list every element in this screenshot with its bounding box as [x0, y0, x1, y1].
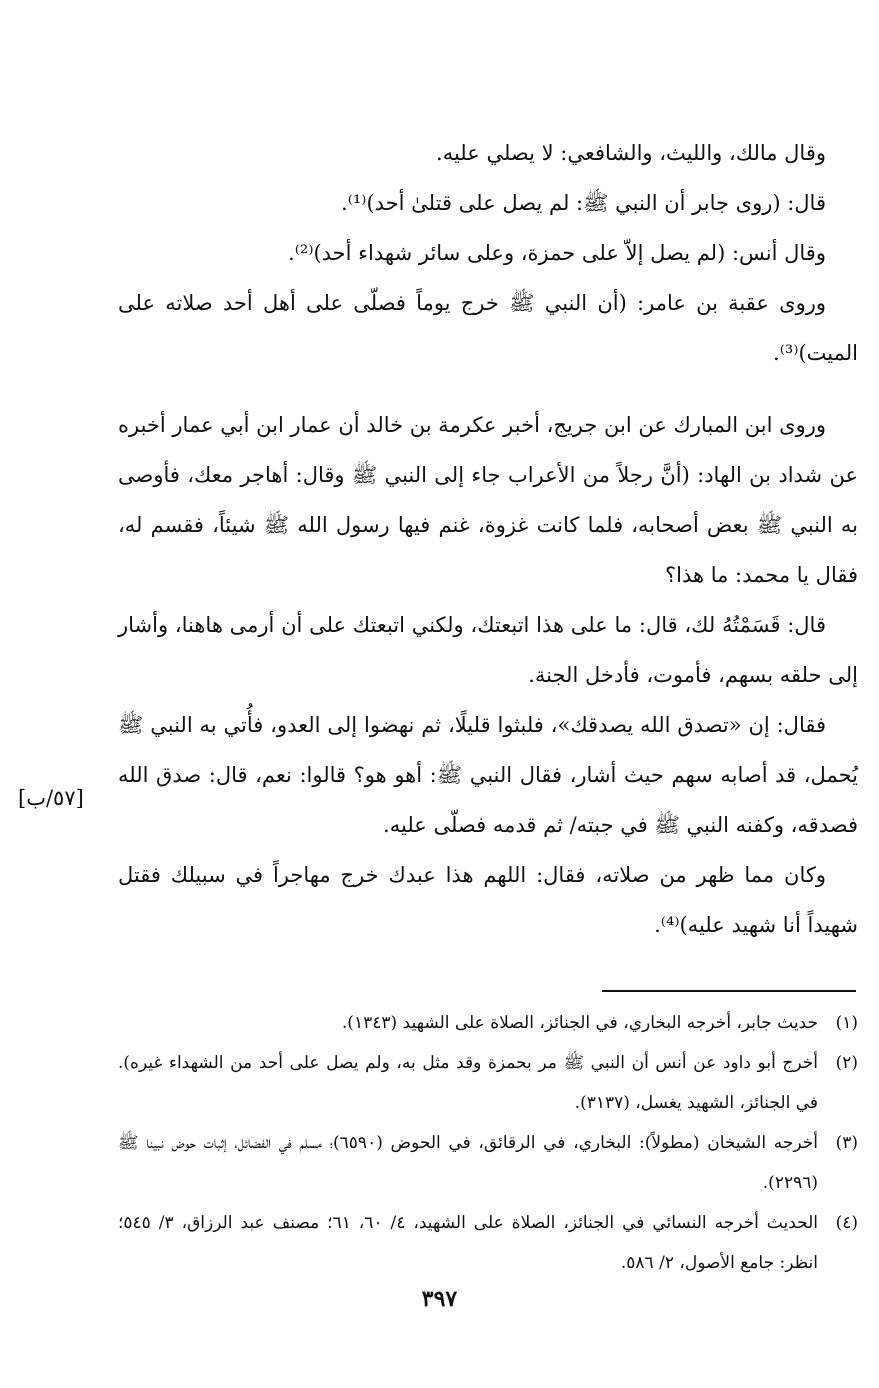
paragraph-8: وكان مما ظهر من صلاته، فقال: اللهم هذا عبدك خرج مهاجراً في سبيلك فقتل شهيداً أنا شهيد عليه)⁽⁴⁾.: [118, 863, 858, 937]
footnote-3: [118, 1123, 858, 1203]
paragraph-2: قال: (روى جابر أن النبي ﷺ: لم يصل على قتلىٰ أحد)⁽¹⁾.: [341, 191, 826, 215]
footnote-text: الحديث أخرجه النسائي في الجنائز، الصلاة على الشهيد، ٤/ ٦٠، ٦١؛ مصنف عبد الرزاق، ٣/ ٥٤٥؛ انظر: جامع الأصول، ٢/ ٥٨٦.: [118, 1213, 819, 1273]
paragraph-5: وروى ابن المبارك عن ابن جريج، أخبر عكرمة بن خالد أن عمار ابن أبي عمار أخبره عن شداد بن الهاد: (أنَّ رجلاً من الأعراب جاء إلى النبي ﷺ وقال: أهاجر معك، فأوصى به النبي ﷺ بعض أصحابه، فلما كانت غزوة، غنم فيها رسول الله ﷺ شيئاً، فقسم له، فقال يا محمد: ما هذا؟: [117, 413, 858, 587]
paragraph-6: قال: قَسَمْتُهُ لك، قال: ما على هذا اتبعتك، ولكني اتبعتك على أن أرمى هاهنا، وأشار إلى حلقه بسهم، فأموت، فأدخل الجنة.: [118, 613, 858, 687]
footnotes: [118, 1003, 858, 1283]
footnote-1: [118, 1003, 858, 1043]
paragraph-3: وقال أنس: (لم يصل إلاّ على حمزة، وعلى سائر شهداء أحد)⁽²⁾.: [288, 241, 826, 265]
page-number: ٣٩٧: [421, 1286, 458, 1312]
paragraph-1: وقال مالك، والليث، والشافعي: لا يصلي عليه.: [436, 141, 826, 165]
margin-manuscript-reference: [٥٧/ب]: [18, 786, 84, 810]
footnote-text: أخرجه الشيخان (مطولاً): البخاري، في الرقائق، في الحوض (٦٥٩٠)؛ مسلم في الفضائل، إثبات حوض نبينا ﷺ (٢٢٩٦).: [118, 1133, 818, 1193]
main-text-bottom: [118, 400, 858, 950]
footnote-2: [118, 1043, 858, 1123]
main-text-top: [118, 128, 858, 378]
footnote-number: (٤): [835, 1213, 858, 1233]
footnote-text: أخرج أبو داود عن أنس أن النبي ﷺ مر بحمزة وقد مثل به، ولم يصل على أحد من الشهداء غيره). في الجنائز، الشهيد يغسل، (٣١٣٧).: [118, 1053, 818, 1113]
footnote-number: (١): [835, 1013, 858, 1033]
footnote-number: (٢): [835, 1053, 858, 1073]
paragraph-7: فقال: إن «تصدق الله يصدقك»، فلبثوا قليلًا، ثم نهضوا إلى العدو، فأُتي به النبي ﷺ يُحمل، قد أصابه سهم حيث أشار، فقال النبي ﷺ: أهو هو؟ قالوا: نعم، قال: صدق الله فصدقه، وكفنه النبي ﷺ في جبته/ ثم قدمه فصلّى عليه.: [118, 713, 858, 837]
footnote-separator: [602, 990, 856, 992]
footnote-4: [118, 1203, 858, 1283]
footnote-number: (٣): [835, 1133, 858, 1153]
paragraph-4: وروى عقبة بن عامر: (أن النبي ﷺ خرج يوماً فصلّى على أهل أحد صلاته على الميت)⁽³⁾.: [118, 291, 858, 365]
footnote-text: حديث جابر، أخرجه البخاري، في الجنائز، الصلاة على الشهيد (١٣٤٣).: [341, 1013, 818, 1033]
